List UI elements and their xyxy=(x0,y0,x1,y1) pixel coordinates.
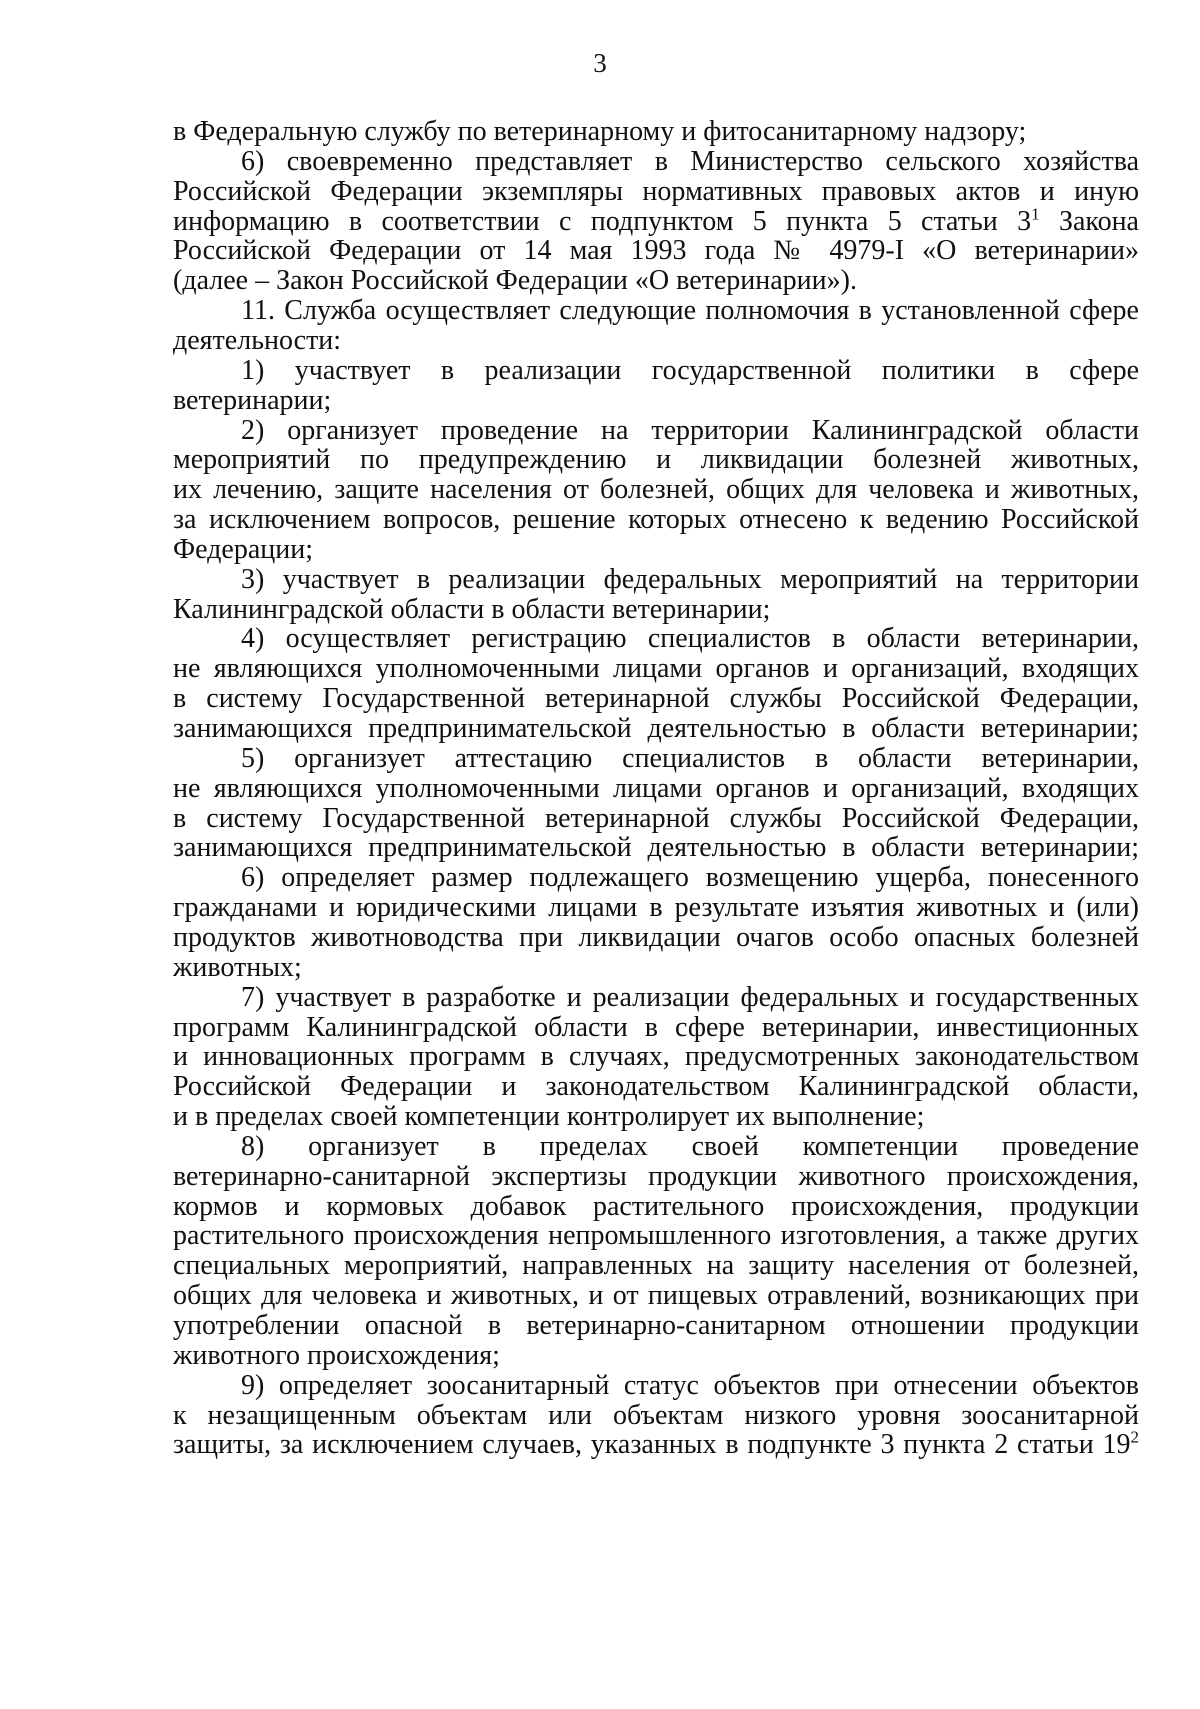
line-text: 2) организует проведение на территории Калининградской области xyxy=(241,415,1139,446)
line-text: 6) определяет размер подлежащего возмещению ущерба, понесенного xyxy=(241,862,1139,893)
page-number: 3 xyxy=(593,48,607,78)
line-text: 8) организует в пределах своей компетенции проведение xyxy=(241,1131,1139,1162)
text-line xyxy=(173,474,1139,508)
line-text: мероприятий по предупреждению и ликвидации болезней животных, xyxy=(173,444,1139,475)
superscript: 2 xyxy=(1130,1429,1139,1447)
text-line xyxy=(173,235,1139,269)
line-text: Федерации; xyxy=(173,534,314,565)
line-text: и в пределах своей компетенции контролирует их выполнение; xyxy=(173,1101,925,1132)
text-line xyxy=(173,1280,1139,1314)
line-text: общих для человека и животных, и от пищевых отравлений, возникающих при xyxy=(173,1280,1139,1311)
line-text: к незащищенным объектам или объектам низкого уровня зоосанитарной xyxy=(173,1400,1139,1431)
superscript: 1 xyxy=(1031,206,1040,224)
line-text: продуктов животноводства при ликвидации очагов особо опасных болезней xyxy=(173,922,1139,953)
line-text: в Федеральную службу по ветеринарному и фитосанитарному надзору; xyxy=(173,116,1027,147)
line-text: не являющихся уполномоченными лицами органов и организаций, входящих xyxy=(173,773,1139,804)
line-text: ветеринарно-санитарной экспертизы продукции животного происхождения, xyxy=(173,1161,1139,1192)
text-line xyxy=(173,683,1139,717)
line-text: ветеринарии; xyxy=(173,385,332,416)
text-line xyxy=(173,444,1139,478)
text-line xyxy=(173,1250,1139,1284)
line-text: Калининградской области в области ветеринарии; xyxy=(173,594,771,625)
line-text: животных; xyxy=(173,952,302,983)
line-text: растительного происхождения непромышленного изготовления, а также других xyxy=(173,1220,1139,1251)
line-text: кормов и кормовых добавок растительного происхождения, продукции xyxy=(173,1191,1139,1222)
text-line xyxy=(173,1310,1139,1344)
text-line xyxy=(173,1340,1139,1374)
line-text: 3) участвует в реализации федеральных мероприятий на территории xyxy=(241,564,1139,595)
text-line xyxy=(241,564,1139,598)
text-line xyxy=(241,982,1139,1016)
text-line xyxy=(173,504,1139,538)
text-line xyxy=(173,265,1139,299)
line-text: их лечению, защите населения от болезней, общих для человека и животных, xyxy=(173,474,1139,505)
line-text: защиты, за исключением случаев, указанных в подпункте 3 пункта 2 статьи 19 xyxy=(173,1429,1131,1460)
text-line xyxy=(173,713,1139,747)
text-line xyxy=(173,385,1139,419)
line-text: не являющихся уполномоченными лицами органов и организаций, входящих xyxy=(173,653,1139,684)
line-text: информацию в соответствии с подпунктом 5 пункта 5 статьи 3 xyxy=(173,206,1032,237)
line-text: 9) определяет зоосанитарный статус объектов при отнесении объектов xyxy=(241,1370,1139,1401)
text-line xyxy=(173,1161,1139,1195)
line-text: занимающихся предпринимательской деятельностью в области ветеринарии; xyxy=(173,832,1139,863)
line-text: (далее – Закон Российской Федерации «О ветеринарии»). xyxy=(173,265,857,296)
text-line xyxy=(173,922,1139,956)
text-line xyxy=(241,355,1139,389)
text-line xyxy=(173,325,1139,359)
line-text: 6) своевременно представляет в Министерство сельского хозяйства xyxy=(241,146,1139,177)
line-text: специальных мероприятий, направленных на защиту населения от болезней, xyxy=(173,1250,1139,1281)
text-line xyxy=(173,534,1139,568)
line-text: деятельности: xyxy=(173,325,342,356)
text-line xyxy=(173,1041,1139,1075)
text-line xyxy=(173,1101,1139,1135)
line-text: и инновационных программ в случаях, предусмотренных законодательством xyxy=(173,1041,1139,1072)
text-line xyxy=(173,1429,1139,1463)
text-line xyxy=(241,1370,1139,1404)
text-line xyxy=(173,116,1139,150)
text-line xyxy=(173,176,1139,210)
text-line xyxy=(173,952,1139,986)
text-line xyxy=(241,862,1139,896)
line-text: Российской Федерации от 14 мая 1993 года № 4979-I «О ветеринарии» xyxy=(173,235,1139,266)
text-line xyxy=(173,653,1139,687)
text-line xyxy=(241,623,1139,657)
text-line xyxy=(241,295,1139,329)
line-text: 4) осуществляет регистрацию специалистов в области ветеринарии, xyxy=(241,623,1139,654)
line-text: 1) участвует в реализации государственной политики в сфере xyxy=(241,355,1139,386)
line-text: животного происхождения; xyxy=(173,1340,500,1371)
line-text: гражданами и юридическими лицами в результате изъятия животных и (или) xyxy=(173,892,1139,923)
line-text: в систему Государственной ветеринарной службы Российской Федерации, xyxy=(173,803,1139,834)
text-line xyxy=(173,1071,1139,1105)
line-text: 7) участвует в разработке и реализации федеральных и государственных xyxy=(241,982,1139,1013)
line-text: употреблении опасной в ветеринарно-санитарном отношении продукции xyxy=(173,1310,1139,1341)
line-text: 5) организует аттестацию специалистов в области ветеринарии, xyxy=(241,743,1139,774)
line-text-after: Закона xyxy=(1039,206,1139,237)
text-line xyxy=(173,832,1139,866)
text-line xyxy=(173,1220,1139,1254)
text-line xyxy=(241,1131,1139,1165)
line-text: занимающихся предпринимательской деятельностью в области ветеринарии; xyxy=(173,713,1139,744)
text-line xyxy=(173,892,1139,926)
line-text: за исключением вопросов, решение которых отнесено к ведению Российской xyxy=(173,504,1139,535)
line-text: программ Калининградской области в сфере ветеринарии, инвестиционных xyxy=(173,1012,1139,1043)
line-text: Российской Федерации и законодательством Калининградской области, xyxy=(173,1071,1139,1102)
line-text: 11. Служба осуществляет следующие полномочия в установленной сфере xyxy=(241,295,1139,326)
line-text: Российской Федерации экземпляры нормативных правовых актов и иную xyxy=(173,176,1139,207)
line-text: в систему Государственной ветеринарной службы Российской Федерации, xyxy=(173,683,1139,714)
text-line xyxy=(241,743,1139,777)
text-line xyxy=(241,146,1139,180)
text-line xyxy=(173,773,1139,807)
